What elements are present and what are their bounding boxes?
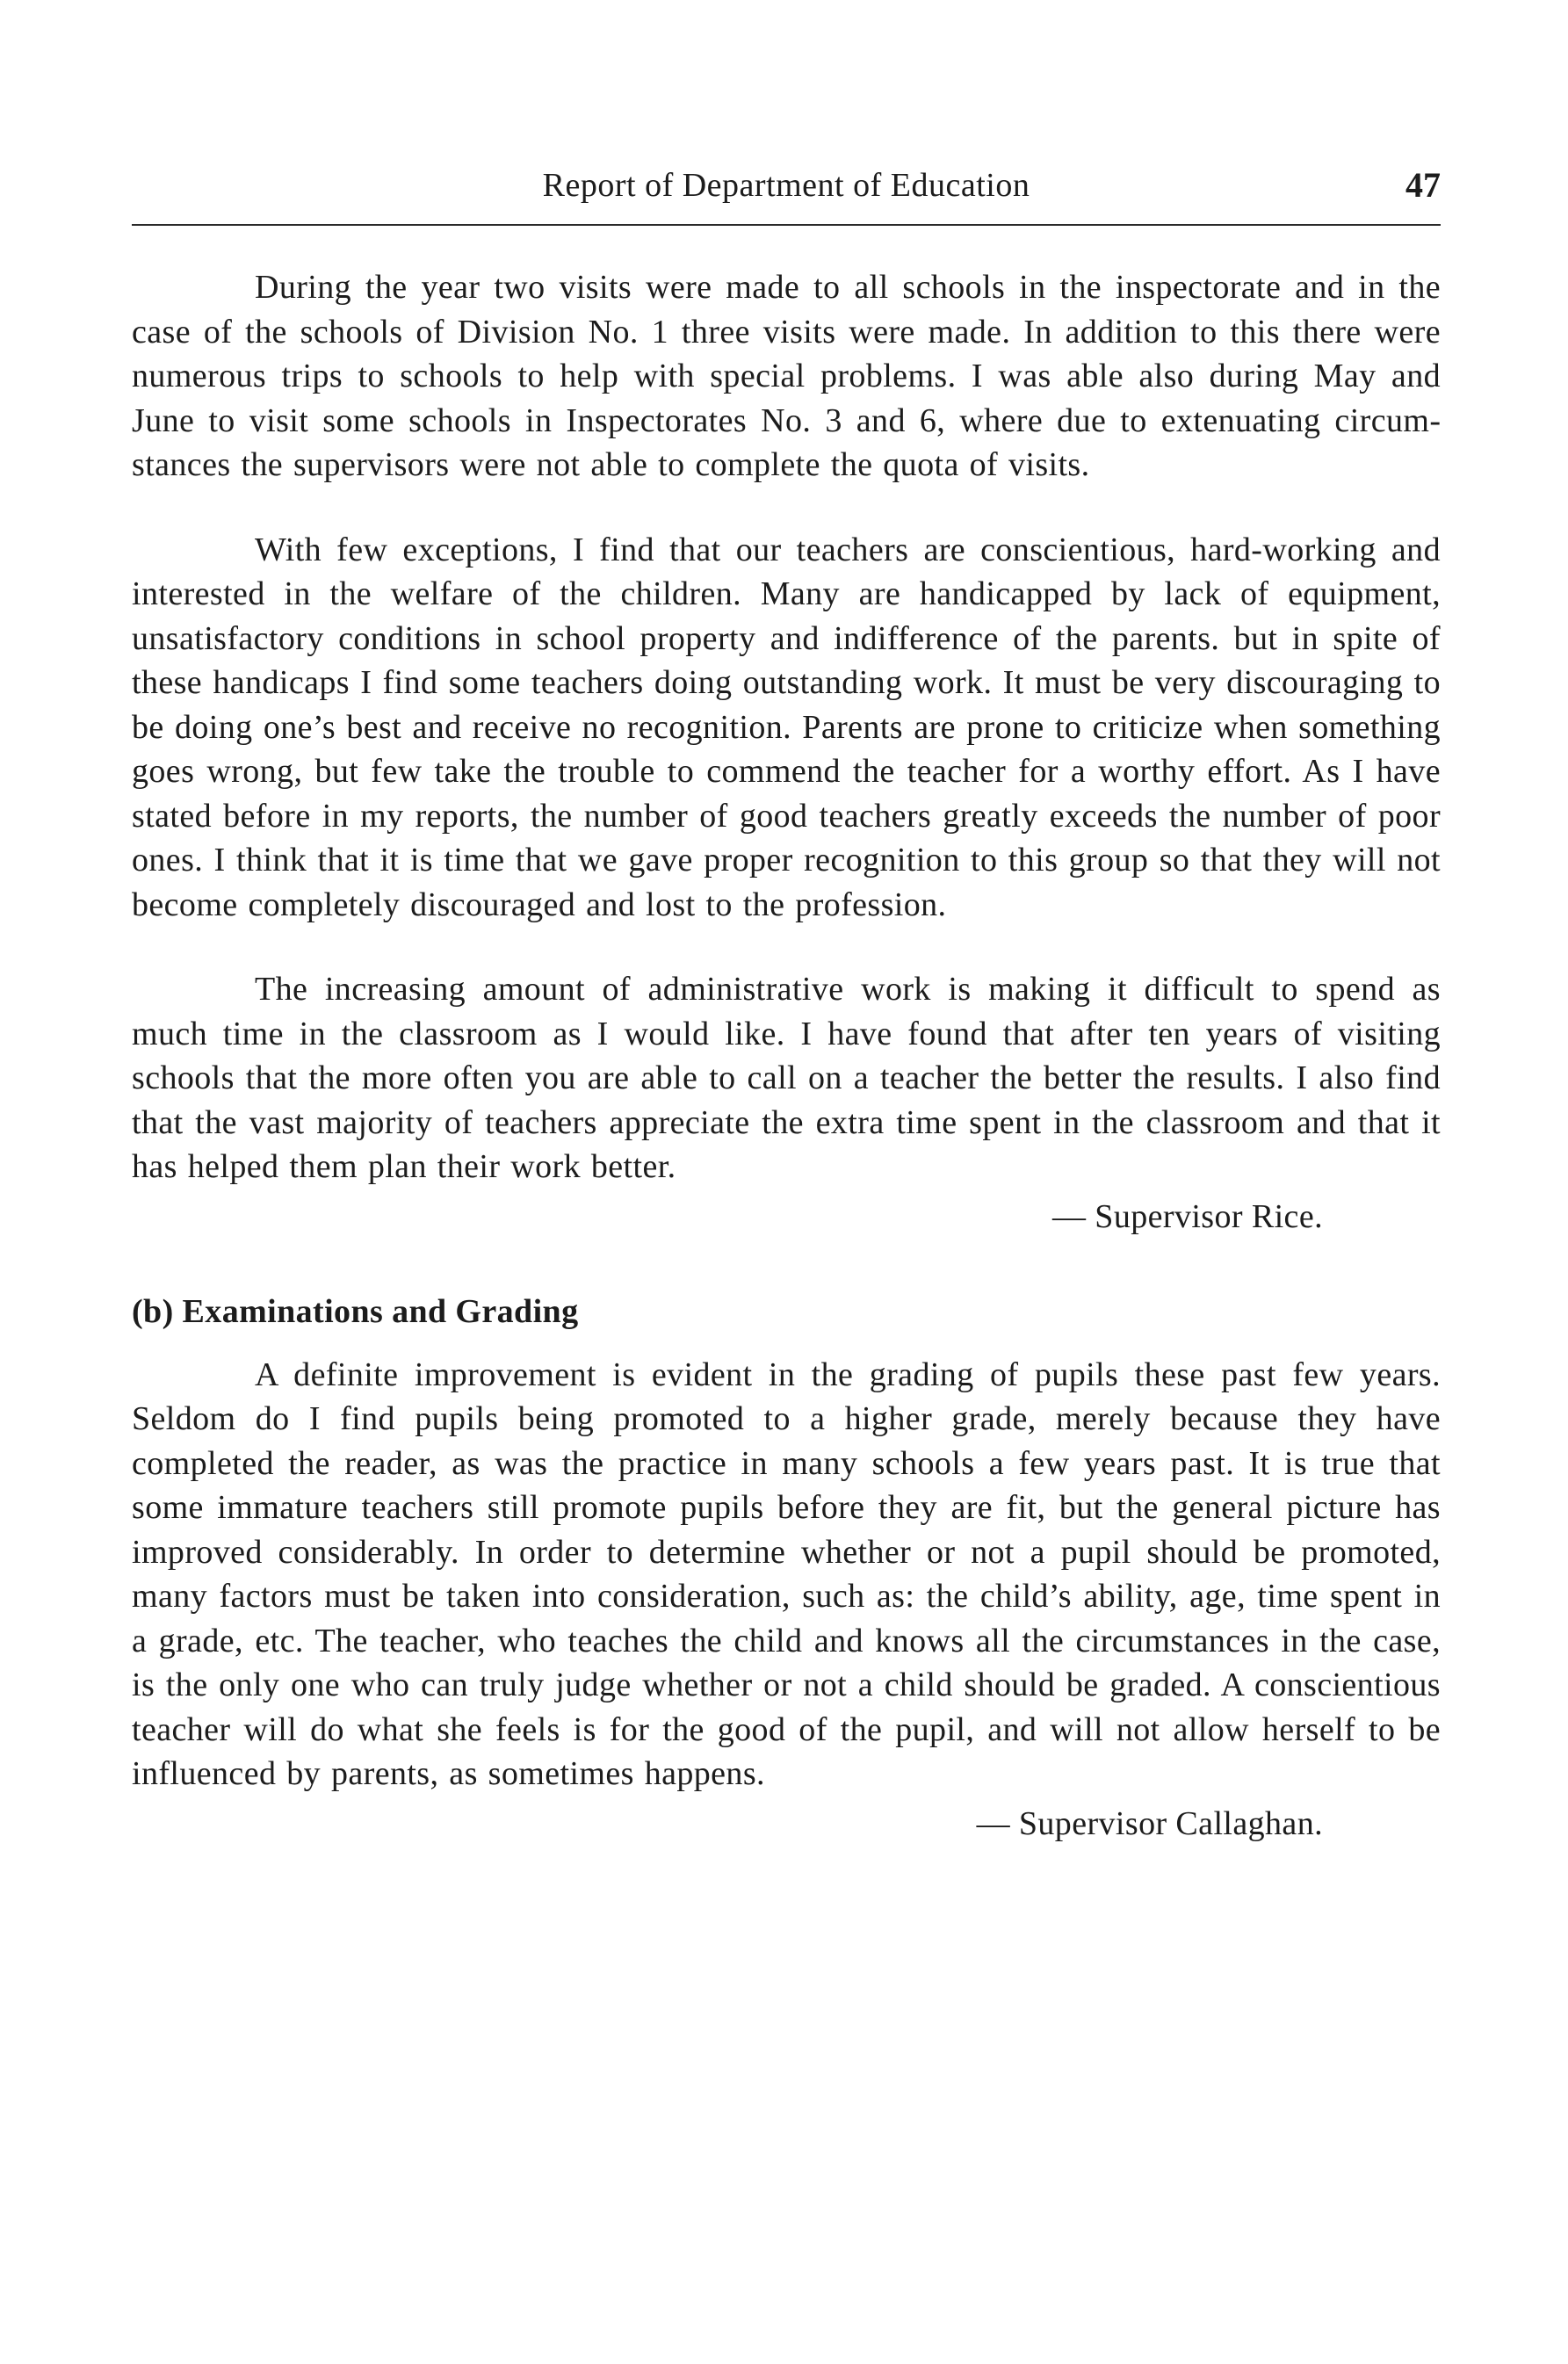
paragraph-gap [132, 488, 1441, 528]
paragraph: With few exceptions, I find that our teachers are conscientious, hard-working and interested in the welfare of the children. Many are handicapped by lack of equipment, unsatisfactory conditions in school property and indifference of the parents. but in spite of these handicaps I find some teachers doing outstanding work. It must be very discouraging to be doing one’s best and receive no recognition. Parents are prone to criticize when something goes wrong, but few take the trouble to commend the teacher for a worthy effort. As I have stated before in my reports, the number of good teachers greatly exceeds the number of poor ones. I think that it is time that we gave proper recognition to this group so that they will not become completely discouraged and lost to the profession. [132, 531, 1441, 923]
running-head [132, 163, 1441, 216]
signature-callaghan: — Supervisor Callaghan. [976, 1804, 1323, 1842]
paragraph: During the year two visits were made to all schools in the inspectorate and in the case of the schools of Division No. 1 three visits were made. In addition to this there were numerous trips to schools to help with special problems. I was able also during May and June to visit some schools in Inspectorates No. 3 and 6, where due to extenuating circumstances the supervisors were not able to complete the quota of visits. [132, 269, 1441, 483]
paragraph: A definite improvement is evident in the grading of pupils these past few years. Seldom do I find pupils being promoted to a higher grade, merely because they have completed the reader, as was the practice in many schools a few years past. It is true that some immature teachers still promote pupils before they are fit, but the general picture has improved considerably. In order to determine whether or not a pupil should be promoted, many factors must be taken into consideration, such as: the child’s ability, age, time spent in a grade, etc. The teacher, who teaches the child and knows all the circumstances in the case, is the only one who can truly judge whether or not a child should be graded. A conscientious teacher will do what she feels is for the good of the pupil, and will not allow herself to be influenced by parents, as sometimes happens. [132, 1356, 1441, 1792]
running-title: Report of Department of Education [542, 167, 1030, 204]
paragraph-gap [132, 927, 1441, 967]
body-text [132, 265, 1441, 1846]
signature-rice: — Supervisor Rice. [1052, 1197, 1323, 1235]
page-number: 47 [1405, 165, 1441, 205]
paragraph: The increasing amount of administrative work is making it difficult to spend as much time in the classroom as I would like. I have found that after ten years of visiting schools that the more often you are able to call on a teacher the better the results. I also find that the vast majority of teachers appreciate the extra time spent in the classroom and that it has helped them plan their work better. [132, 971, 1441, 1185]
document-page [132, 0, 1441, 2364]
header-rule [132, 224, 1441, 226]
section-heading: (b) Examinations and Grading [132, 1292, 579, 1330]
